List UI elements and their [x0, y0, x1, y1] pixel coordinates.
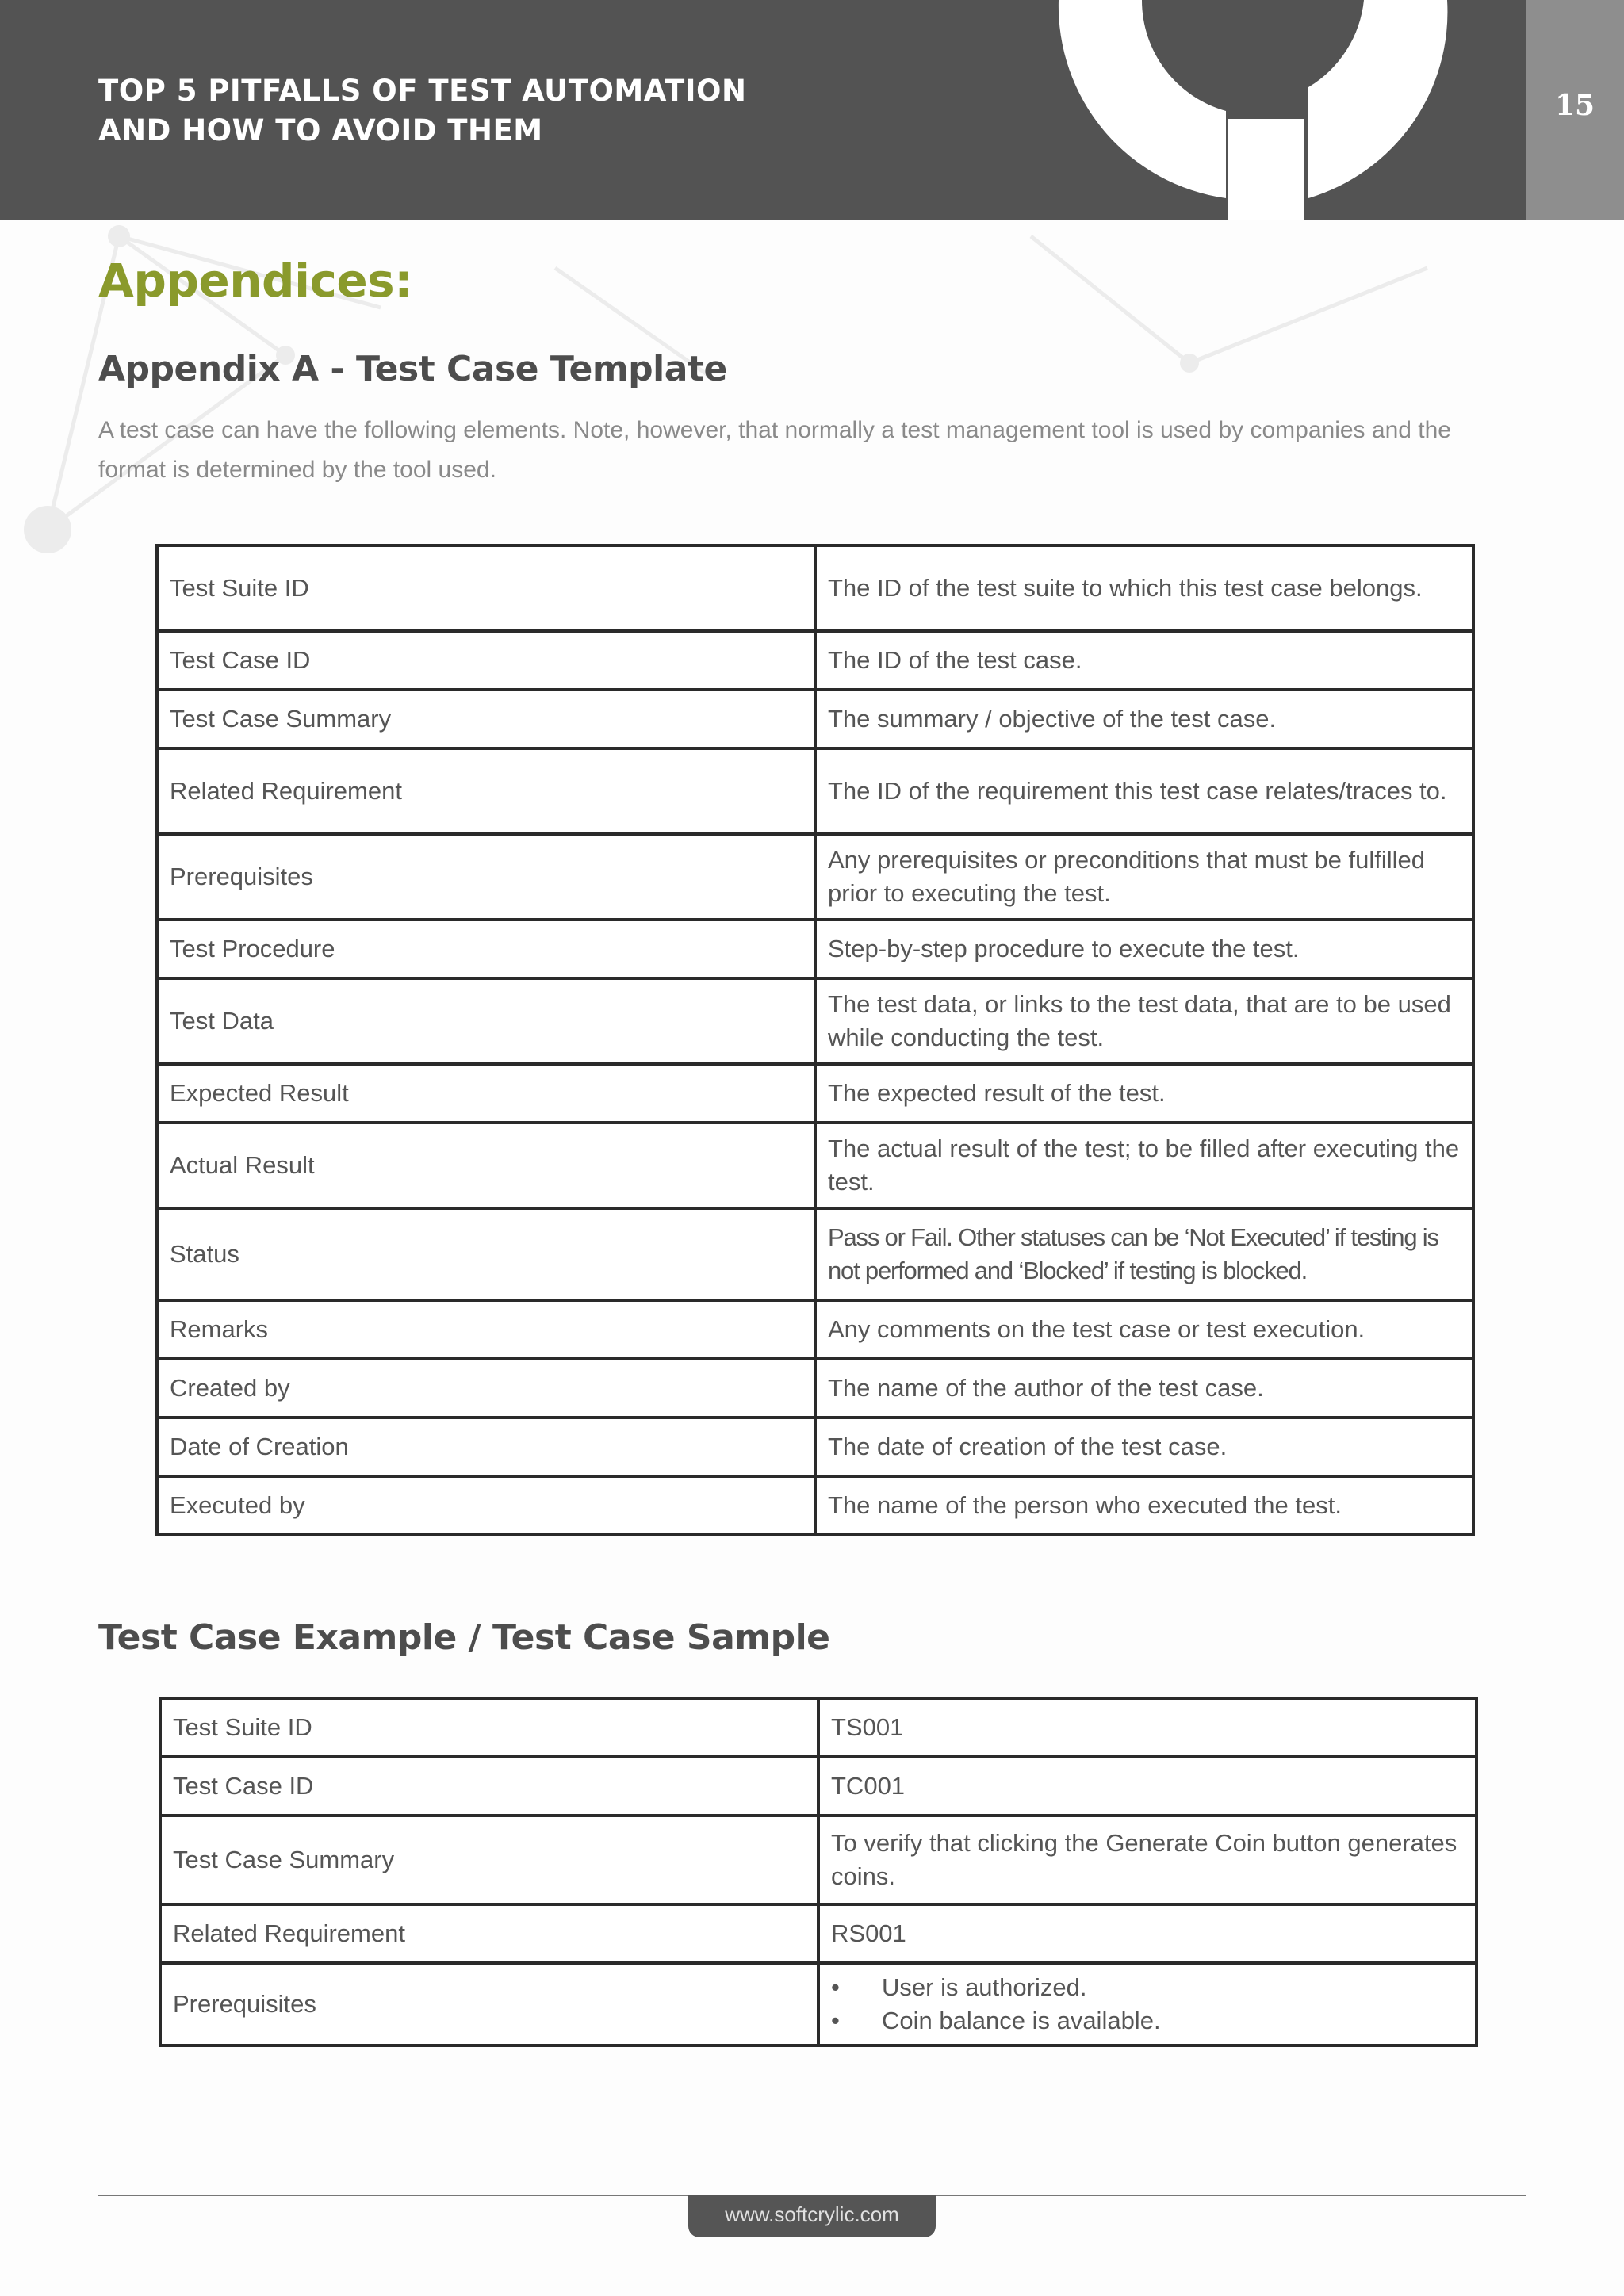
table-cell-value: The test data, or links to the test data, that are to be used while conducting the test.	[815, 978, 1473, 1064]
table-row	[157, 690, 1473, 748]
table-cell-value: The ID of the requirement this test case relates/traces to.	[815, 748, 1473, 834]
list-item-text: Coin balance is available.	[882, 2007, 1161, 2034]
table-row	[160, 1816, 1477, 1904]
table-cell-label: Related Requirement	[160, 1904, 818, 1963]
table-cell-value: The name of the person who executed the test.	[815, 1476, 1473, 1535]
document-title	[98, 71, 746, 151]
table-cell-label: Test Data	[157, 978, 815, 1064]
table-cell-label: Test Case ID	[157, 631, 815, 690]
list-item	[831, 1971, 1464, 2004]
prerequisites-list	[831, 1971, 1464, 2038]
table-cell-value: The date of creation of the test case.	[815, 1418, 1473, 1476]
table-cell-label: Test Case ID	[160, 1757, 818, 1816]
table-row	[157, 978, 1473, 1064]
table-cell-label: Created by	[157, 1359, 815, 1418]
document-title-line-2: AND HOW TO AVOID THEM	[98, 113, 543, 147]
table-cell-label: Test Case Summary	[157, 690, 815, 748]
page-header	[0, 0, 1624, 220]
table-row	[157, 1123, 1473, 1208]
table-cell-value: Any prerequisites or preconditions that must be fulfilled prior to executing the test.	[815, 834, 1473, 920]
table-cell-value: Pass or Fail. Other statuses can be ‘Not Executed’ if testing is not performed and ‘Blocked’ if testing is blocked.	[815, 1208, 1473, 1300]
table-cell-label: Test Case Summary	[160, 1816, 818, 1904]
table-cell-value: The actual result of the test; to be filled after executing the test.	[815, 1123, 1473, 1208]
table-row	[157, 748, 1473, 834]
test-case-template-table	[155, 544, 1475, 1536]
footer-url[interactable]: www.softcrylic.com	[725, 2202, 899, 2226]
list-item-text: User is authorized.	[882, 1973, 1087, 2001]
table-cell-value: To verify that clicking the Generate Coin button generates coins.	[818, 1816, 1477, 1904]
table-row	[157, 1300, 1473, 1359]
table-row	[157, 631, 1473, 690]
table-cell-label: Status	[157, 1208, 815, 1300]
table-cell-label: Related Requirement	[157, 748, 815, 834]
table-cell-label: Prerequisites	[157, 834, 815, 920]
table-row	[160, 1698, 1477, 1757]
test-case-example-table	[159, 1697, 1478, 2047]
table-cell-label: Remarks	[157, 1300, 815, 1359]
table-row	[157, 834, 1473, 920]
table-cell-label: Test Procedure	[157, 920, 815, 978]
table-row	[160, 1757, 1477, 1816]
table-cell-label: Expected Result	[157, 1064, 815, 1123]
table-row	[160, 1904, 1477, 1963]
table-cell-value: The name of the author of the test case.	[815, 1359, 1473, 1418]
example-heading: Test Case Example / Test Case Sample	[98, 1617, 830, 1658]
table-cell-label: Test Suite ID	[160, 1698, 818, 1757]
bullet-icon: •	[831, 2007, 840, 2034]
page-number: 15	[1554, 89, 1595, 122]
table-cell-label: Test Suite ID	[157, 545, 815, 631]
page-number-box	[1526, 0, 1624, 220]
table-cell-value	[818, 1963, 1477, 2045]
intro-paragraph: A test case can have the following elements. Note, however, that normally a test management tool is used by companies and the format is determined by the tool used.	[98, 417, 1451, 483]
table-cell-label: Date of Creation	[157, 1418, 815, 1476]
table-cell-value: Any comments on the test case or test execution.	[815, 1300, 1473, 1359]
appendix-a-heading: Appendix A - Test Case Template	[98, 349, 727, 389]
table-cell-value: The summary / objective of the test case.	[815, 690, 1473, 748]
table-cell-value: The ID of the test suite to which this test case belongs.	[815, 545, 1473, 631]
table-cell-value: Step-by-step procedure to execute the test.	[815, 920, 1473, 978]
table-row	[157, 1208, 1473, 1300]
table-row	[160, 1963, 1477, 2045]
table-cell-label: Executed by	[157, 1476, 815, 1535]
table-cell-value: RS001	[818, 1904, 1477, 1963]
table-cell-label: Prerequisites	[160, 1963, 818, 2045]
brand-logo-mark	[1055, 0, 1451, 220]
table-cell-value: TS001	[818, 1698, 1477, 1757]
document-title-line-1: TOP 5 PITFALLS OF TEST AUTOMATION	[98, 74, 747, 108]
appendices-heading: Appendices:	[98, 254, 412, 308]
table-row	[157, 1359, 1473, 1418]
table-row	[157, 1418, 1473, 1476]
table-row	[157, 1064, 1473, 1123]
footer-url-tab	[688, 2195, 936, 2237]
table-row	[157, 1476, 1473, 1535]
table-row	[157, 920, 1473, 978]
table-row	[157, 545, 1473, 631]
table-cell-value: The expected result of the test.	[815, 1064, 1473, 1123]
list-item	[831, 2004, 1464, 2038]
table-cell-value: TC001	[818, 1757, 1477, 1816]
table-cell-label: Actual Result	[157, 1123, 815, 1208]
table-cell-value: The ID of the test case.	[815, 631, 1473, 690]
bullet-icon: •	[831, 1973, 840, 2001]
